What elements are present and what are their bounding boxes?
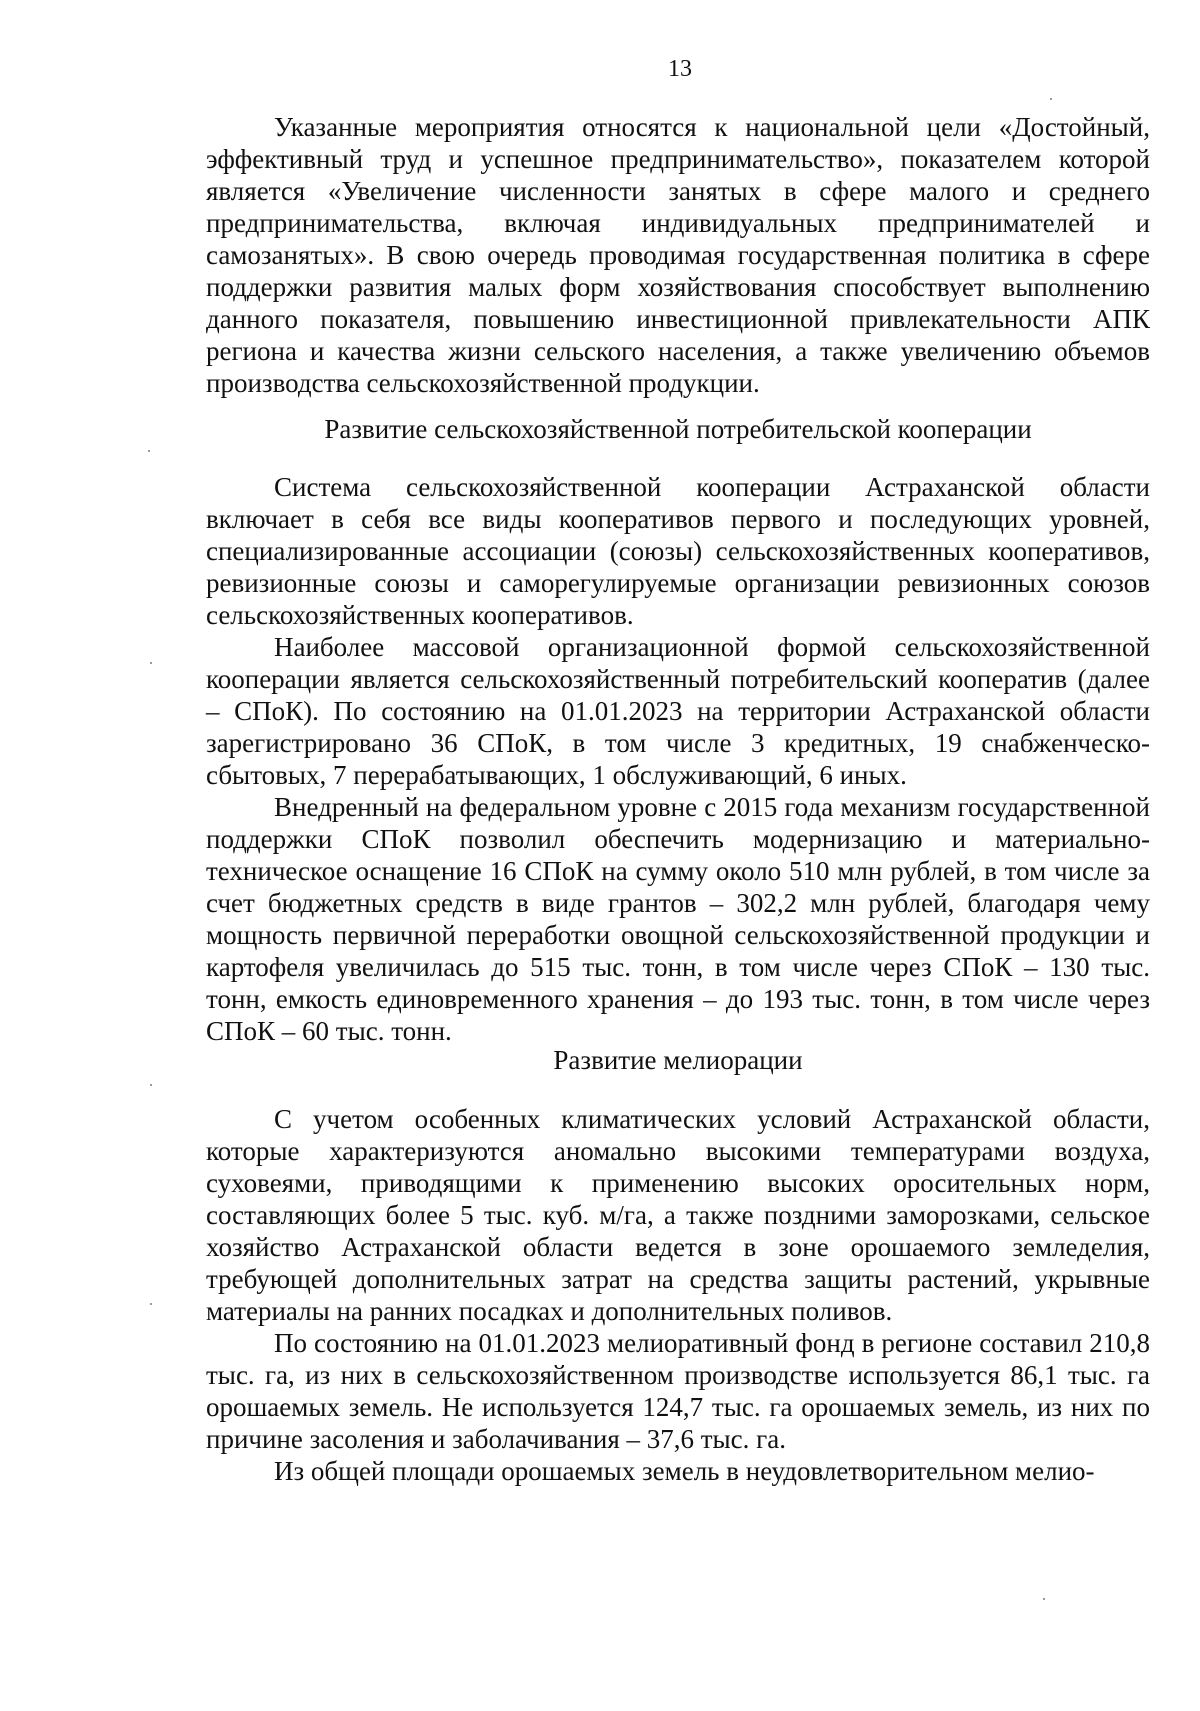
- scan-speck: [150, 662, 152, 664]
- paragraph: Система сельскохозяйственной кооперации Астраханской области включает в себя все виды кооперативов первого и последующих уровней, специализированные ассоциации (союзы) сельскохозяйственных кооперативов, ревизионные союзы и саморегулируемые организации ревизионных союзов сельскохозяйственных кооперативов.: [206, 472, 1150, 630]
- paragraph: С учетом особенных климатических условий Астраханской области, которые характеризуются аномально высокими температурами воздуха, суховеями, приводящими к применению высоких оросительных норм, составляющих более 5 тыс. куб. м/га, а также поздними заморозками, сельское хозяйство Астраханской области ведется в зоне орошаемого земледелия, требующей дополнительных затрат на средства защиты растений, укрывные материалы на ранних посадках и дополнительных поливов.: [206, 1104, 1150, 1326]
- scan-speck: [1050, 98, 1052, 100]
- paragraph: Внедренный на федеральном уровне с 2015 года механизм государственной поддержки СПоК позволил обеспечить модернизацию и материально-техническое оснащение 16 СПоК на сумму около 510 млн рублей, в том числе за счет бюджетных средств в виде грантов – 302,2 млн рублей, благодаря чему мощность первичной переработки овощной сельскохозяйственной продукции и картофеля увеличилась до 515 тыс. тонн, в том числе через СПоК – 130 тыс. тонн, емкость единовременного хранения – до 193 тыс. тонн, в том числе через СПоК – 60 тыс. тонн.: [206, 792, 1150, 1046]
- melioration-section: [206, 1103, 1150, 1487]
- paragraph: Наиболее массовой организационной формой сельскохозяйственной кооперации является сельскохозяйственный потребительский кооператив (далее – СПоК). По состоянию на 01.01.2023 на территории Астраханской области зарегистрировано 36 СПоК, в том числе 3 кредитных, 19 снабженческо-сбытовых, 7 перерабатывающих, 1 обслуживающий, 6 иных.: [206, 632, 1150, 790]
- paragraph: Из общей площади орошаемых земель в неудовлетворительном мелио-: [274, 1456, 1095, 1486]
- section-heading-melioration: Развитие мелиорации: [553, 1045, 803, 1075]
- intro-section: [206, 111, 1150, 399]
- page-number: 13: [668, 56, 692, 82]
- section-heading-cooperation: Развитие сельскохозяйственной потребительской кооперации: [324, 414, 1032, 444]
- cooperation-section: [206, 471, 1150, 1047]
- scan-speck: [150, 1303, 152, 1305]
- scan-speck: [1043, 1598, 1045, 1600]
- scan-speck: [148, 450, 150, 452]
- scan-speck: [150, 1084, 152, 1086]
- paragraph: Указанные мероприятия относятся к национальной цели «Достойный, эффективный труд и успешное предпринимательство», показателем которой является «Увеличение численности занятых в сфере малого и среднего предпринимательства, включая индивидуальных предпринимателей и самозанятых». В свою очередь проводимая государственная политика в сфере поддержки развития малых форм хозяйствования способствует выполнению данного показателя, повышению инвестиционной привлекательности АПК региона и качества жизни сельского населения, а также увеличению объемов производства сельскохозяйственной продукции.: [206, 112, 1150, 398]
- paragraph: По состоянию на 01.01.2023 мелиоративный фонд в регионе составил 210,8 тыс. га, из них в сельскохозяйственном производстве используется 86,1 тыс. га орошаемых земель. Не используется 124,7 тыс. га орошаемых земель, из них по причине засоления и заболачивания – 37,6 тыс. га.: [206, 1328, 1150, 1454]
